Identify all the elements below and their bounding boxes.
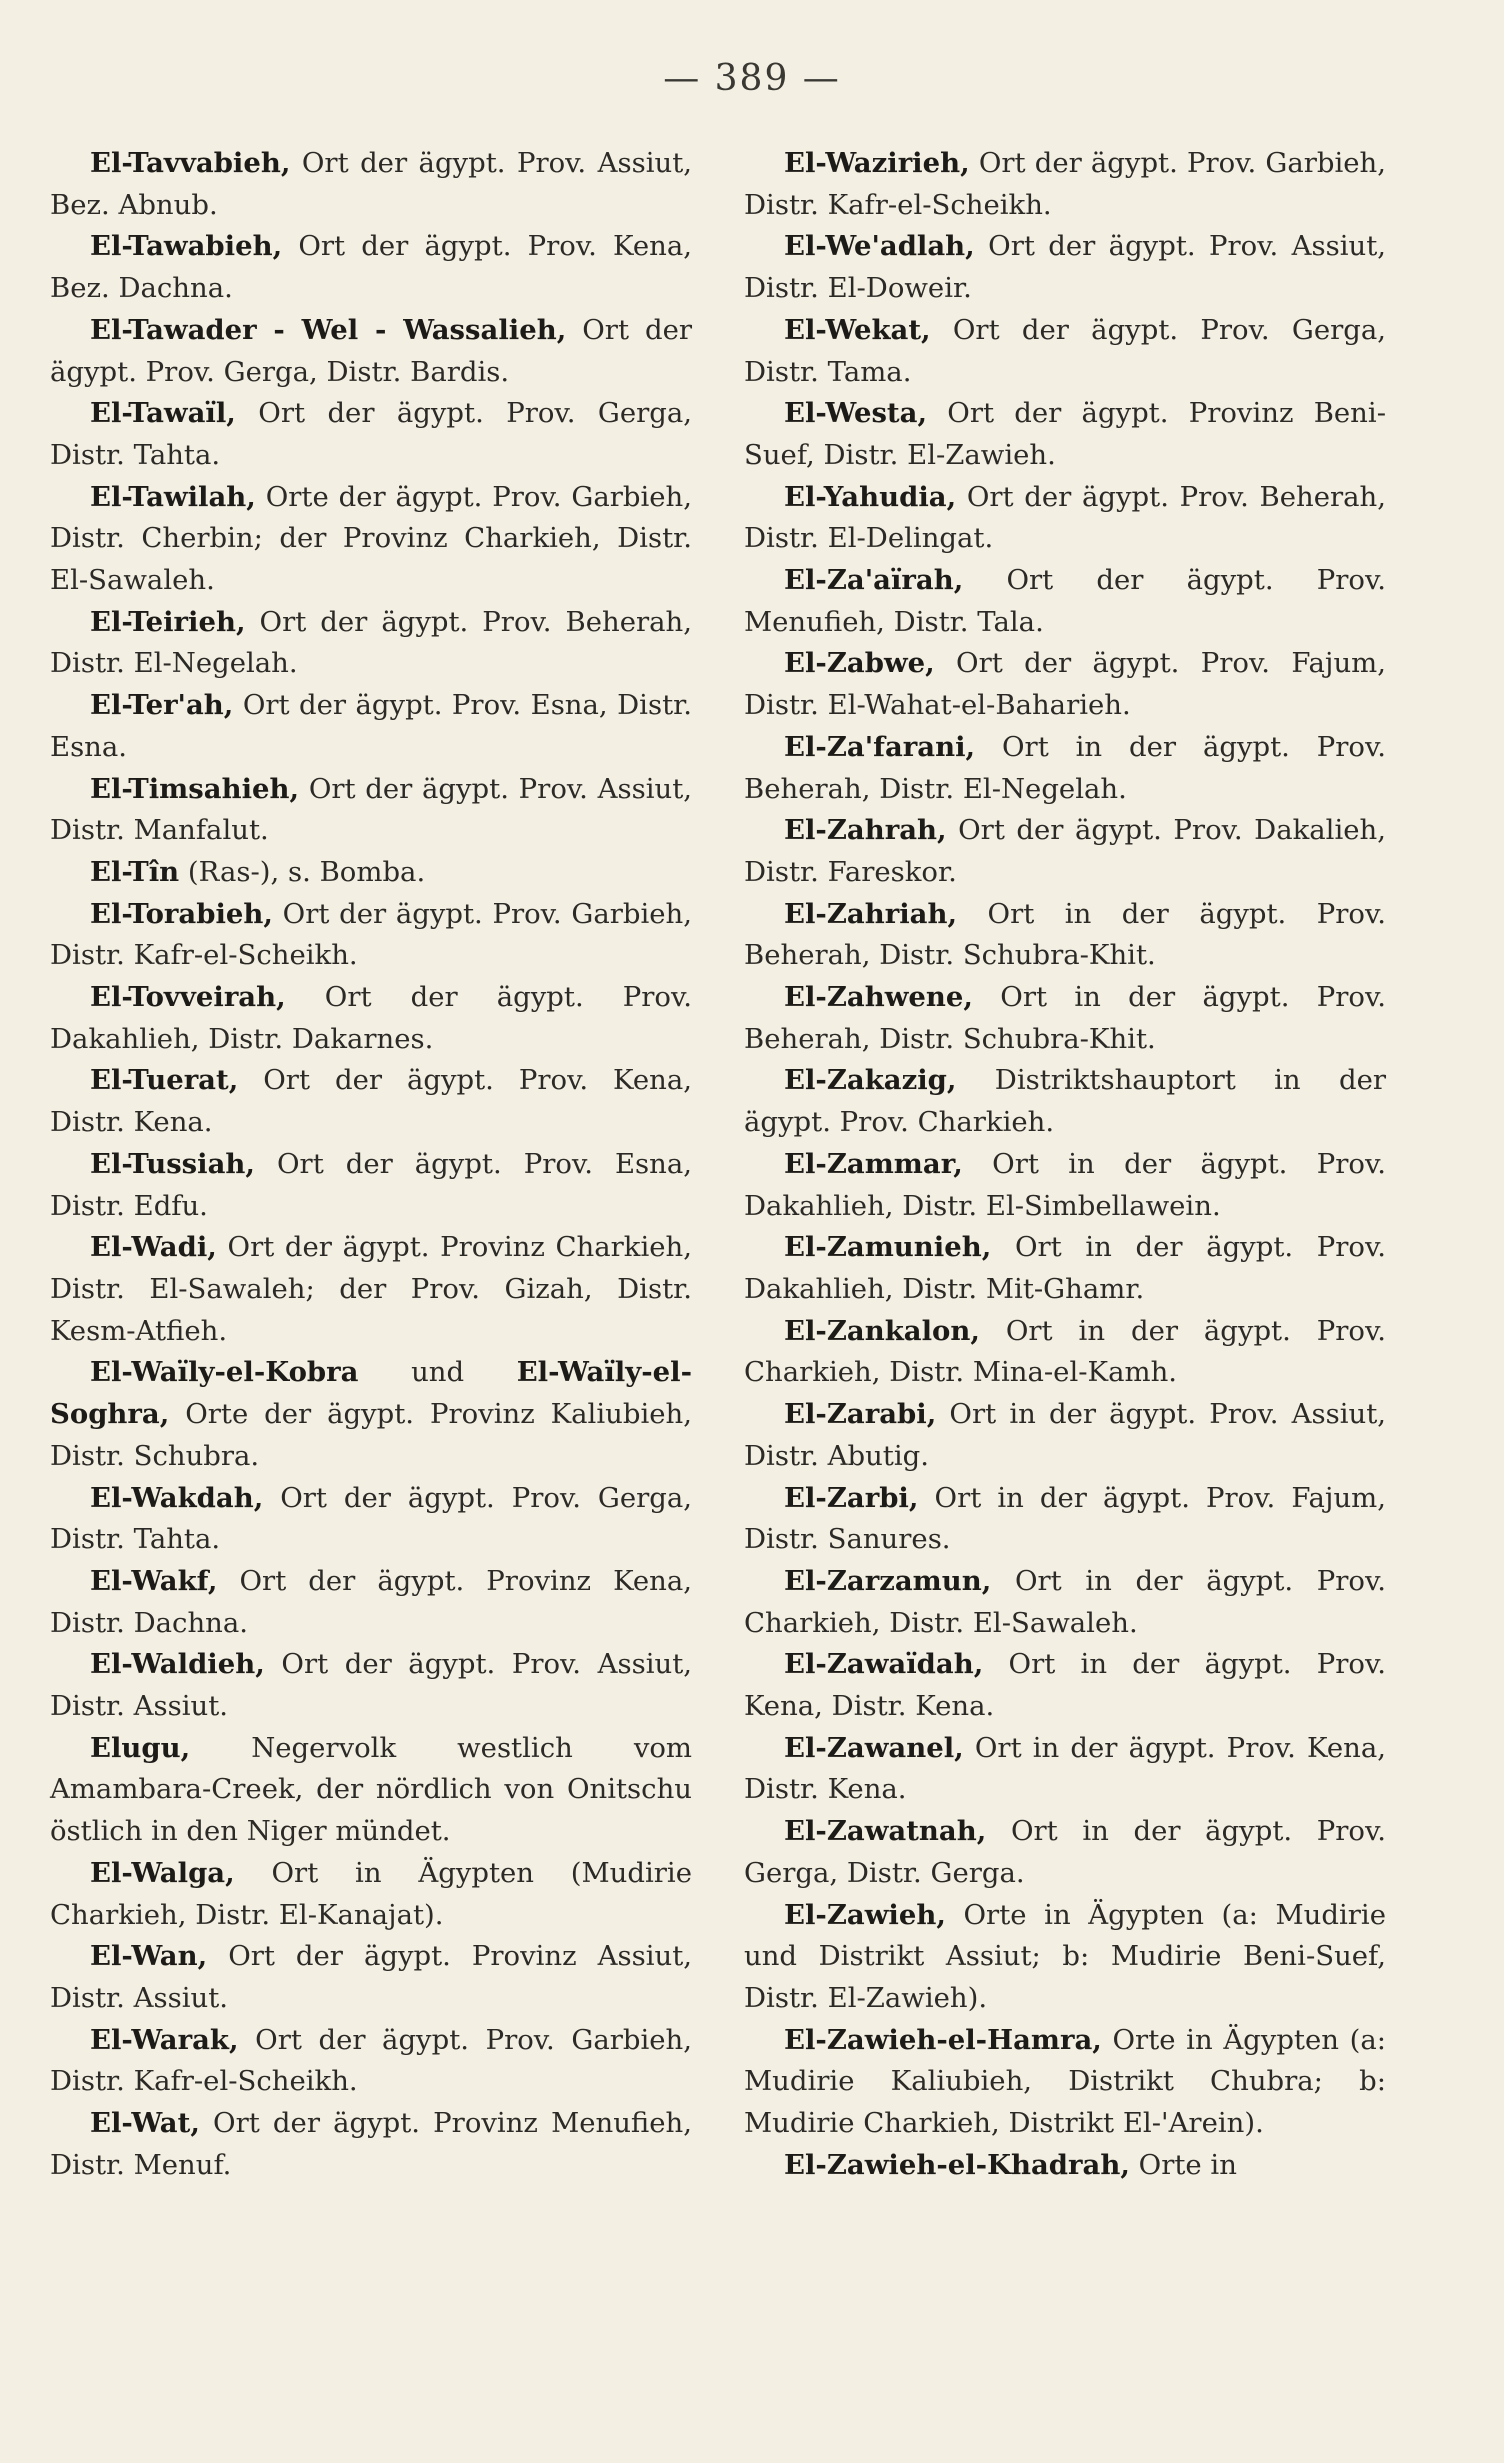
dictionary-entry bbox=[50, 602, 692, 685]
dictionary-entry bbox=[50, 894, 692, 977]
entry-headword: El-Zarzamun, bbox=[784, 1564, 992, 1597]
entry-text: Ort in der ägypt. Prov. Kena, Distr. Kena. bbox=[744, 1648, 1386, 1723]
dictionary-entry bbox=[50, 1853, 692, 1936]
entry-headword: El-Wekat, bbox=[784, 313, 931, 346]
entry-text: Ort der ägypt. Prov. Assiut, Distr. Manfalut. bbox=[50, 772, 692, 847]
entry-text: Ort der ägypt. Prov. Esna, Distr. Esna. bbox=[50, 689, 692, 763]
entry-text: Distriktshauptort in der ägypt. Prov. Charkieh. bbox=[744, 1064, 1386, 1139]
dictionary-entry bbox=[50, 143, 692, 226]
entry-text: Ort der ägypt. Provinz Assiut, Distr. Assiut. bbox=[50, 1940, 692, 2014]
entry-text: Ort der ägypt. Prov. Assiut, Distr. Assiut. bbox=[50, 1648, 692, 1723]
entry-text: Ort der ägypt. Prov. Assiut, Distr. El-Doweir. bbox=[744, 230, 1386, 305]
entry-headword: El-We'adlah, bbox=[784, 230, 975, 263]
dictionary-entry bbox=[744, 2145, 1386, 2187]
entry-headword: El-Zawaïdah, bbox=[784, 1648, 984, 1681]
dictionary-entry bbox=[50, 1478, 692, 1561]
dictionary-entry bbox=[744, 310, 1386, 393]
dictionary-entry bbox=[744, 1478, 1386, 1561]
entry-headword: El-Zarbi, bbox=[784, 1481, 919, 1514]
dictionary-entry bbox=[50, 2103, 692, 2186]
entry-text: Orte in Ägypten (a: Mudirie und Distrikt Assiut; b: Mudirie Beni-Suef, Distr. El-Zawieh). bbox=[744, 1898, 1386, 2014]
entry-text: Ort der ägypt. Prov. Fajum, Distr. El-Wahat-el-Baharieh. bbox=[744, 647, 1386, 722]
dictionary-entry bbox=[744, 1394, 1386, 1477]
dictionary-entry bbox=[744, 1227, 1386, 1310]
dictionary-entry bbox=[50, 1352, 692, 1477]
entry-text: Ort in der ägypt. Prov. Dakahlieh, Distr. Mit-Ghamr. bbox=[744, 1231, 1386, 1305]
entry-text: (Ras-), s. Bomba. bbox=[179, 855, 426, 888]
dictionary-entry bbox=[50, 1561, 692, 1644]
entry-text: Ort der ägypt. Prov. Beherah, Distr. El-Delingat. bbox=[744, 480, 1386, 555]
entry-text: Ort der ägypt. Prov. Garbieh, Distr. Kafr-el-Scheikh. bbox=[50, 2023, 692, 2098]
entry-text: Ort der ägypt. Prov. Dakalieh, Distr. Fareskor. bbox=[744, 814, 1386, 888]
entry-text: Ort der ägypt. Prov. Dakahlieh, Distr. Dakarnes. bbox=[50, 981, 692, 1055]
dictionary-entry bbox=[744, 1060, 1386, 1143]
dictionary-entry bbox=[744, 1561, 1386, 1644]
entry-text: Ort in der ägypt. Prov. Fajum, Distr. Sanures. bbox=[744, 1481, 1386, 1556]
entry-headword: El-Tavvabieh, bbox=[90, 147, 291, 179]
entry-headword: El-Waïly-el-Soghra, bbox=[50, 1356, 692, 1431]
entry-text: Ort in der ägypt. Prov. Charkieh, Distr. El-Sawaleh. bbox=[744, 1564, 1386, 1639]
dictionary-entry bbox=[50, 1728, 692, 1853]
entry-headword: El-Zawieh-el-Khadrah, bbox=[784, 2148, 1130, 2181]
entry-text: Ort der ägypt. Provinz Menufieh, Distr. Menuf. bbox=[50, 2107, 692, 2181]
entry-headword: El-Waldieh, bbox=[90, 1648, 265, 1681]
entry-headword: El-Walga, bbox=[90, 1856, 235, 1889]
dictionary-entry bbox=[50, 685, 692, 768]
entry-headword: El-Zarabi, bbox=[784, 1398, 937, 1431]
entry-text: Ort der ägypt. Prov. Assiut, Bez. Abnub. bbox=[50, 147, 692, 221]
dictionary-entry bbox=[744, 143, 1386, 226]
dictionary-entry bbox=[744, 977, 1386, 1060]
entry-headword: El-Za'aïrah, bbox=[784, 564, 964, 597]
entry-headword: El-Zabwe, bbox=[784, 647, 935, 680]
dictionary-entry bbox=[744, 810, 1386, 893]
dictionary-entry bbox=[744, 643, 1386, 726]
entry-headword: El-Tussiah, bbox=[90, 1147, 255, 1180]
entry-text: Ort der ägypt. Prov. Gerga, Distr. Tama. bbox=[744, 313, 1386, 388]
entry-text: Ort der ägypt. Prov. Beherah, Distr. El-Negelah. bbox=[50, 605, 692, 680]
dictionary-entry bbox=[50, 977, 692, 1060]
entry-headword: El-Tawader - Wel - Wassalieh, bbox=[90, 313, 567, 346]
entry-headword: El-Wakf, bbox=[90, 1564, 218, 1597]
entry-headword: El-Torabieh, bbox=[90, 897, 273, 930]
dictionary-entry bbox=[744, 1811, 1386, 1894]
entry-text: Ort der ägypt. Prov. Gerga, Distr. Tahta. bbox=[50, 397, 692, 471]
entry-text: Ort der ägypt. Prov. Menufieh, Distr. Tala. bbox=[744, 564, 1386, 638]
entry-text: Orte in bbox=[1129, 2148, 1237, 2181]
entry-headword: El-Zahriah, bbox=[784, 897, 958, 930]
entry-text: Orte der ägypt. Prov. Garbieh, Distr. Cherbin; der Provinz Charkieh, Distr. El-Sawaleh. bbox=[50, 480, 692, 597]
dictionary-entry bbox=[744, 1644, 1386, 1727]
entry-text: Ort der ägypt. Prov. Gerga, Distr. Bardis. bbox=[50, 313, 692, 388]
entry-headword: El-Wat, bbox=[90, 2107, 200, 2140]
dictionary-entry bbox=[50, 1060, 692, 1143]
entry-headword: El-Zankalon, bbox=[784, 1314, 980, 1347]
dictionary-entry bbox=[50, 477, 692, 602]
dictionary-entry bbox=[744, 894, 1386, 977]
entry-headword: El-Tuerat, bbox=[90, 1064, 239, 1097]
dictionary-entry bbox=[50, 1644, 692, 1727]
entry-headword: El-Wakdah, bbox=[90, 1481, 264, 1514]
entry-headword: El-Zamunieh, bbox=[784, 1231, 992, 1264]
dictionary-entry bbox=[50, 393, 692, 476]
entry-text: Ort in der ägypt. Prov. Beherah, Distr. Schubra-Khit. bbox=[744, 897, 1386, 972]
entry-text: Ort der ägypt. Provinz Kena, Distr. Dachna. bbox=[50, 1564, 692, 1639]
entry-headword: El-Warak, bbox=[90, 2023, 239, 2056]
entry-headword: El-Zakazig, bbox=[784, 1064, 957, 1097]
entry-headword: Elugu, bbox=[90, 1731, 191, 1764]
entry-text: Ort in der ägypt. Prov. Gerga, Distr. Gerga. bbox=[744, 1815, 1386, 1889]
dictionary-entry bbox=[744, 226, 1386, 309]
dictionary-entry bbox=[50, 226, 692, 309]
entry-text: Ort in Ägypten (Mudirie Charkieh, Distr. El-Kanajat). bbox=[50, 1856, 692, 1931]
entry-headword: El-Westa, bbox=[784, 397, 928, 430]
dictionary-entry bbox=[744, 727, 1386, 810]
entry-text: Ort der ägypt. Prov. Kena, Bez. Dachna. bbox=[50, 230, 692, 305]
entry-headword: El-Zawatnah, bbox=[784, 1815, 987, 1848]
entry-text: Orte der ägypt. Provinz Kaliubieh, Distr. Schubra. bbox=[50, 1398, 692, 1472]
entry-text: Ort in der ägypt. Prov. Beherah, Distr. El-Negelah. bbox=[744, 730, 1386, 805]
dictionary-entry bbox=[744, 2020, 1386, 2145]
entry-headword: El-Wan, bbox=[90, 1940, 208, 1973]
entry-text: Ort der ägypt. Prov. Kena, Distr. Kena. bbox=[50, 1064, 692, 1139]
dictionary-entry bbox=[744, 1895, 1386, 2020]
entry-headword: El-Tovveirah, bbox=[90, 981, 286, 1014]
entry-text: Ort der ägypt. Provinz Beni-Suef, Distr. El-Zawieh. bbox=[744, 397, 1386, 471]
entry-headword: El-Wadi, bbox=[90, 1231, 217, 1264]
entry-headword: El-Tîn bbox=[90, 855, 180, 888]
column-left bbox=[50, 143, 692, 2186]
dictionary-entry bbox=[50, 852, 692, 894]
dictionary-entry bbox=[50, 769, 692, 852]
dictionary-entry bbox=[50, 2020, 692, 2103]
entry-text: Orte in Ägypten (a: Mudirie Kaliubieh, Distrikt Chubra; b: Mudirie Charkieh, Distrikt El-'Arein). bbox=[744, 2023, 1386, 2140]
entry-text: Ort in der ägypt. Prov. Dakahlieh, Distr. El-Simbellawein. bbox=[744, 1147, 1386, 1222]
entry-headword: El-Ter'ah, bbox=[90, 689, 234, 722]
entry-headword: El-Tawabieh, bbox=[90, 230, 283, 263]
entry-headword: El-Zahrah, bbox=[784, 814, 947, 847]
dictionary-entry bbox=[50, 1936, 692, 2019]
entry-text: Ort in der ägypt. Prov. Assiut, Distr. Abutig. bbox=[744, 1398, 1386, 1472]
entry-text: Ort der ägypt. Prov. Garbieh, Distr. Kafr-el-Scheikh. bbox=[50, 897, 692, 972]
entry-text: Ort der ägypt. Prov. Esna, Distr. Edfu. bbox=[50, 1147, 692, 1222]
entry-headword: El-Za'farani, bbox=[784, 730, 976, 763]
entry-text: und bbox=[358, 1356, 517, 1389]
entry-text: Ort der ägypt. Prov. Garbieh, Distr. Kafr-el-Scheikh. bbox=[744, 147, 1386, 221]
entry-text: Ort in der ägypt. Prov. Kena, Distr. Kena. bbox=[744, 1731, 1386, 1806]
entry-headword: El-Tawaïl, bbox=[90, 397, 236, 430]
column-right bbox=[744, 143, 1386, 2186]
entry-headword: El-Waïly-el-Kobra bbox=[90, 1356, 359, 1389]
dictionary-entry bbox=[50, 310, 692, 393]
entry-text: Negervolk westlich vom Amambara-Creek, der nördlich von Onitschu östlich in den Niger mündet. bbox=[50, 1731, 692, 1848]
entry-headword: El-Zawieh, bbox=[784, 1898, 946, 1931]
dictionary-entry bbox=[744, 393, 1386, 476]
entry-headword: El-Tawilah, bbox=[90, 480, 256, 513]
entry-text: Ort in der ägypt. Prov. Beherah, Distr. Schubra-Khit. bbox=[744, 981, 1386, 1055]
dictionary-entry bbox=[744, 1311, 1386, 1394]
entry-text: Ort der ägypt. Prov. Gerga, Distr. Tahta. bbox=[50, 1481, 692, 1556]
entry-headword: El-Zammar, bbox=[784, 1147, 963, 1180]
dictionary-entry bbox=[744, 1728, 1386, 1811]
dictionary-entry bbox=[744, 1144, 1386, 1227]
entry-headword: El-Zahwene, bbox=[784, 981, 973, 1014]
entry-headword: El-Teirieh, bbox=[90, 605, 246, 638]
entry-text: Ort der ägypt. Provinz Charkieh, Distr. El-Sawaleh; der Prov. Gizah, Distr. Kesm-Atfieh. bbox=[50, 1231, 692, 1347]
page-number: — 389 — bbox=[663, 58, 841, 99]
entry-headword: El-Yahudia, bbox=[784, 480, 957, 513]
entry-headword: El-Timsahieh, bbox=[90, 772, 300, 805]
dictionary-entry bbox=[744, 560, 1386, 643]
entry-headword: El-Zawanel, bbox=[784, 1731, 964, 1764]
dictionary-entry bbox=[50, 1144, 692, 1227]
dictionary-entry bbox=[744, 477, 1386, 560]
entry-headword: El-Zawieh-el-Hamra, bbox=[784, 2023, 1102, 2056]
entry-text: Ort in der ägypt. Prov. Charkieh, Distr. Mina-el-Kamh. bbox=[744, 1314, 1386, 1389]
dictionary-entry bbox=[50, 1227, 692, 1352]
entry-headword: El-Wazirieh, bbox=[784, 147, 970, 179]
